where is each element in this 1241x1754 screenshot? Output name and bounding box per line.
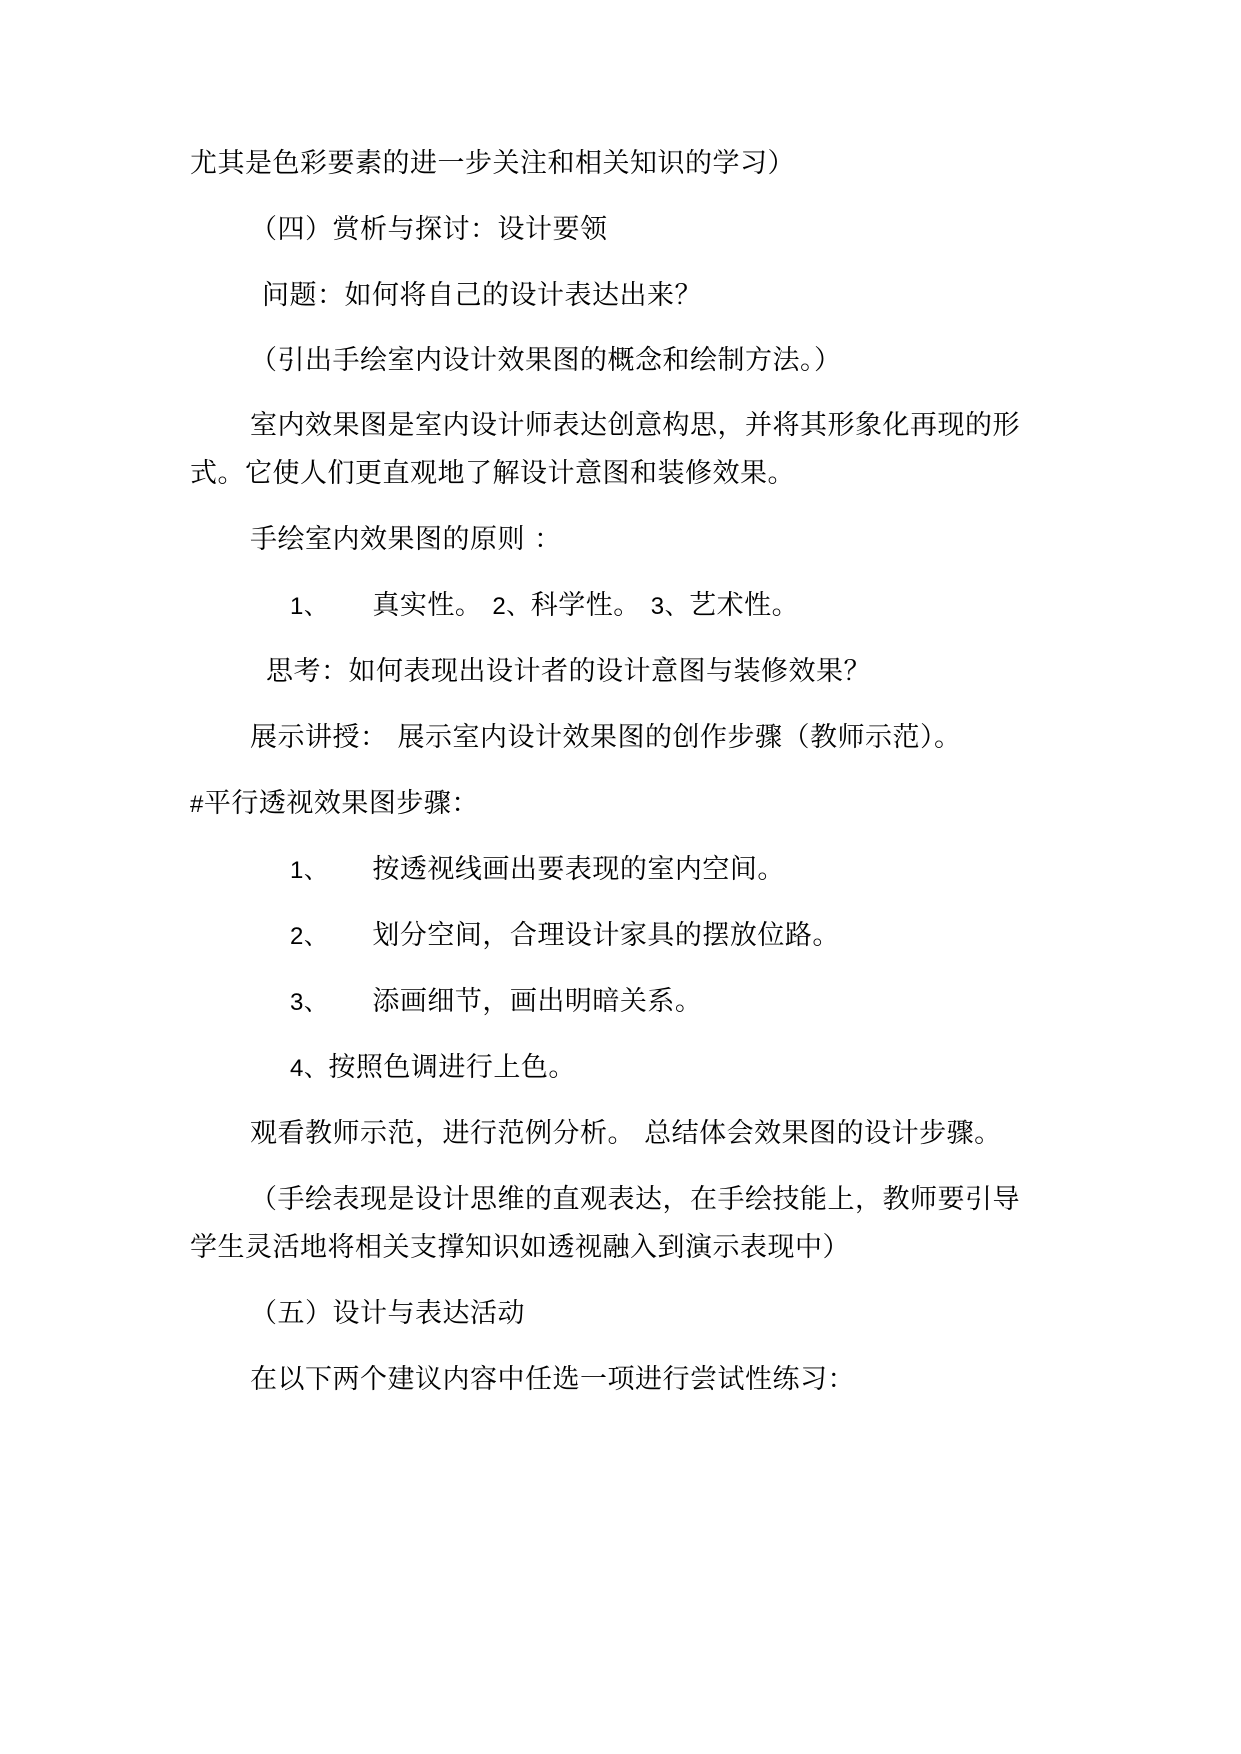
paragraph-line: 式。它使人们更直观地了解设计意图和装修效果。 [190, 458, 795, 489]
section-heading-4: （四）赏析与探讨：设计要领 [250, 214, 608, 245]
step-item [290, 984, 702, 1021]
paragraph-line: 观看教师示范，进行范例分析。 总结体会效果图的设计步骤。 [250, 1118, 1002, 1149]
demo-label: 展示讲授： [250, 722, 388, 753]
principle-number: 1、 [290, 593, 329, 620]
principles-heading: 手绘室内效果图的原则 ： [250, 524, 562, 555]
paragraph-line: （手绘表现是设计思维的直观表达，在手绘技能上，教师要引导 [250, 1184, 1020, 1215]
demo-line [250, 720, 962, 756]
step-text: 划分空间，合理设计家具的摆放位路。 [372, 920, 840, 951]
step-item [290, 852, 785, 889]
step-text: 按透视线画出要表现的室内空间。 [372, 854, 785, 885]
principles-list [290, 588, 799, 625]
paragraph-line: 学生灵活地将相关支撑知识如透视融入到演示表现中） [190, 1232, 850, 1263]
hash-mark: # [190, 791, 204, 818]
paragraph-line: 室内效果图是室内设计师表达创意构思，并将其形象化再现的形 [250, 410, 1020, 441]
steps-heading [190, 786, 479, 823]
step-item [290, 918, 840, 955]
question-line: 问题：如何将自己的设计表达出来？ [262, 280, 702, 311]
step-text: 按照色调进行上色。 [328, 1052, 576, 1083]
step-item [290, 1050, 576, 1087]
step-number: 2、 [290, 923, 329, 950]
step-number: 3、 [290, 989, 329, 1016]
think-line: 思考：如何表现出设计者的设计意图与装修效果？ [266, 656, 871, 687]
section-heading-5: （五）设计与表达活动 [250, 1298, 525, 1329]
demo-text: 展示室内设计效果图的创作步骤（教师示范）。 [397, 722, 962, 753]
step-text: 添画细节，画出明暗关系。 [372, 986, 703, 1017]
principle-number: 2、 [492, 593, 531, 620]
steps-heading-text: 平行透视效果图步骤： [203, 788, 479, 819]
step-number: 1、 [290, 857, 329, 884]
principle-text: 科学性。 [530, 590, 641, 621]
paragraph-line: 在以下两个建议内容中任选一项进行尝试性练习： [250, 1364, 855, 1395]
step-number: 4、 [290, 1055, 329, 1082]
paragraph-line: 尤其是色彩要素的进一步关注和相关知识的学习） [190, 148, 795, 179]
principle-text: 真实性。 [372, 590, 483, 621]
paragraph-line: （引出手绘室内设计效果图的概念和绘制方法。） [250, 345, 842, 376]
principle-number: 3、 [650, 593, 690, 620]
principle-text: 艺术性。 [689, 590, 800, 621]
